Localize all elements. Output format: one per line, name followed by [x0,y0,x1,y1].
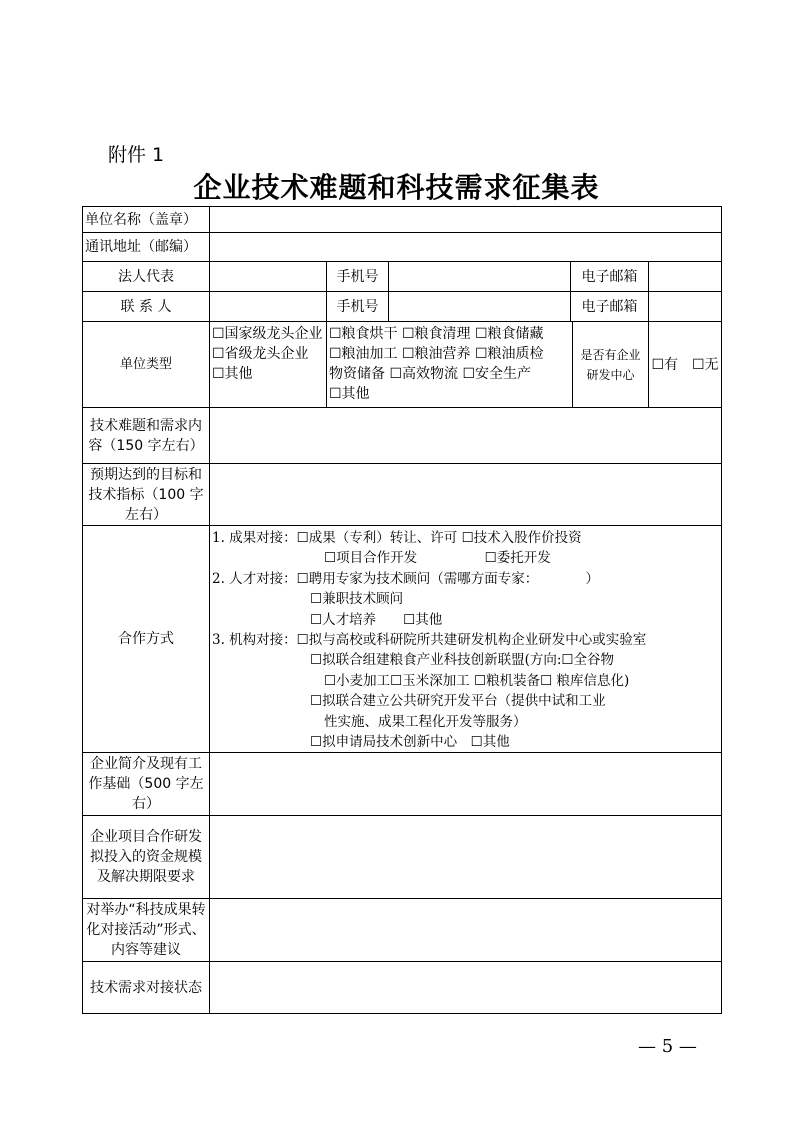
rd-center-label: 是否有企业研发中心 [572,322,648,407]
legal-rep-field[interactable] [210,262,327,292]
row-unit-type [83,322,722,408]
contact-field[interactable] [210,292,327,322]
tech-problem-label: 技术难题和需求内容（150 字左右） [83,408,210,464]
legal-rep-mobile-label: 手机号 [327,262,389,292]
unit-name-field[interactable] [210,207,722,233]
requirement-form-table [82,206,722,1014]
tech-problem-field[interactable] [210,408,722,464]
attachment-label: 附件 1 [108,144,165,166]
address-label: 通讯地址（邮编） [83,233,210,262]
coop-line-10[interactable]: 性实施、成果工程化开发等服务） [324,713,527,730]
coop-line-8[interactable]: ☐小麦加工☐玉米深加工 ☐粮机装备☐ 粮库信息化) [324,672,630,689]
option-national-leader[interactable]: ☐国家级龙头企业 [212,326,323,342]
row-company-intro [83,753,722,816]
status-label: 技术需求对接状态 [83,962,210,1014]
contact-label: 联 系 人 [83,292,210,322]
coop-line-1[interactable]: 1. 成果对接：☐成果（专利）转让、许可 ☐技术入股作价投资 [212,530,582,546]
unit-name-label: 单位名称（盖章） [83,207,210,233]
row-coop-mode [83,526,722,753]
row-address [83,233,722,262]
page-number: — 5 — [638,1036,697,1057]
company-intro-field[interactable] [210,753,722,816]
expected-goal-label: 预期达到的目标和技术指标（100 字左右） [83,464,210,526]
coop-mode-options[interactable] [210,526,722,753]
coop-line-7[interactable]: ☐拟联合组建粮食产业科技创新联盟(方向:☐全谷物 [310,652,615,669]
status-field[interactable] [210,962,722,1014]
contact-mobile-field[interactable] [389,292,571,322]
row-suggestion [83,899,722,962]
legal-rep-email-field[interactable] [649,262,722,292]
coop-mode-label: 合作方式 [83,526,210,753]
contact-email-field[interactable] [649,292,722,322]
options-row-3[interactable]: 物资储备 ☐高效物流 ☐安全生产 [329,366,532,382]
coop-line-4[interactable]: ☐兼职技术顾问 [310,591,404,608]
suggestion-label: 对举办“科技成果转化对接活动”形式、内容等建议 [83,899,210,962]
address-field[interactable] [210,233,722,262]
coop-line-5[interactable]: ☐人才培养 ☐其他 [310,611,443,628]
legal-rep-label: 法人代表 [83,262,210,292]
row-tech-problem [83,408,722,464]
investment-field[interactable] [210,816,722,899]
coop-line-2[interactable]: ☐项目合作开发 ☐委托开发 [324,550,551,567]
unit-type-level-options[interactable] [210,322,327,408]
row-contact [83,292,722,322]
options-row-2[interactable]: ☐粮油加工 ☐粮油营养 ☐粮油质检 [329,346,544,362]
options-row-4[interactable]: ☐其他 [329,386,370,402]
row-legal-rep [83,262,722,292]
unit-type-field-options[interactable] [327,322,649,408]
investment-label: 企业项目合作研发拟投入的资金规模及解决期限要求 [83,816,210,899]
row-unit-name [83,207,722,233]
coop-line-3[interactable]: 2. 人才对接：☐聘用专家为技术顾问（需哪方面专家： ） [212,570,600,587]
form-title: 企业技术难题和科技需求征集表 [193,171,600,204]
option-provincial-leader[interactable]: ☐省级龙头企业 [212,346,309,362]
option-other-level[interactable]: ☐其他 [212,366,253,382]
options-row-1[interactable]: ☐粮食烘干 ☐粮食清理 ☐粮食储藏 [329,326,544,342]
rd-center-options[interactable]: ☐有 ☐无 [649,322,722,408]
coop-line-11[interactable]: ☐拟申请局技术创新中心 ☐其他 [310,734,510,751]
row-investment [83,816,722,899]
row-expected-goal [83,464,722,526]
suggestion-field[interactable] [210,899,722,962]
legal-rep-email-label: 电子邮箱 [571,262,649,292]
contact-email-label: 电子邮箱 [571,292,649,322]
legal-rep-mobile-field[interactable] [389,262,571,292]
company-intro-label: 企业简介及现有工作基础（500 字左右） [83,753,210,816]
coop-line-9[interactable]: ☐拟联合建立公共研究开发平台（提供中试和工业 [310,693,606,710]
coop-line-6[interactable]: 3. 机构对接：☐拟与高校或科研院所共建研发机构企业研发中心或实验室 [212,632,647,649]
unit-type-label: 单位类型 [83,322,210,408]
contact-mobile-label: 手机号 [327,292,389,322]
expected-goal-field[interactable] [210,464,722,526]
row-status [83,962,722,1014]
